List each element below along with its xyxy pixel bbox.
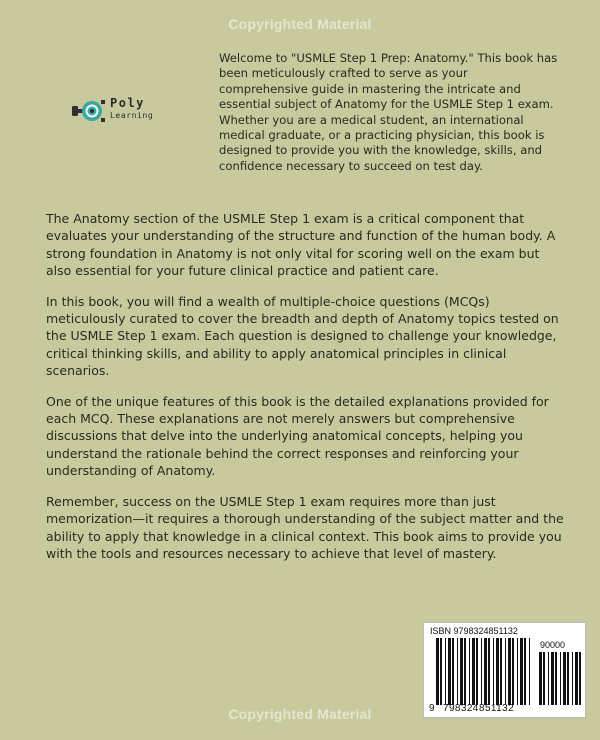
intro-paragraph: Welcome to "USMLE Step 1 Prep: Anatomy." This book has been meticulously crafted to serve as your comprehensive guide in mastering the intricate and essential subject of Anatomy for the USMLE Step 1 exam. Whether you are a medical student, an international medical graduate, or a practicing physician, this book is designed to provide you with the knowledge, skills, and confidence necessary to succeed on test day. <box>219 51 558 173</box>
barcode-digits-left: 798324 <box>443 703 479 714</box>
logo-subtitle: Learning <box>110 111 154 120</box>
logo-name: Poly <box>110 96 145 110</box>
publisher-logo <box>70 96 180 126</box>
barcode-digits-right: 851132 <box>479 703 515 714</box>
isbn-label: ISBN 9798324851132 <box>430 626 518 636</box>
copyright-watermark-top: Copyrighted Material <box>228 16 372 32</box>
isbn-barcode <box>423 622 586 718</box>
paragraph: In this book, you will find a wealth of multiple-choice questions (MCQs) meticulously curated to cover the breadth and depth of Anatomy topics tested on the USMLE Step 1 exam. Each question is designed to challenge your knowledge, critical thinking skills, and ability to apply anatomical principles in clinical scenarios. <box>46 293 559 379</box>
paragraph: Remember, success on the USMLE Step 1 exam requires more than just memorization—it requires a thorough understanding of the subject matter and the ability to apply that knowledge in a clinical context. This book aims to provide you with the tools and resources necessary to achieve that level of mastery. <box>46 493 564 561</box>
body-text <box>46 210 566 575</box>
paragraph: One of the unique features of this book is the detailed explanations provided for each MCQ. These explanations are not merely answers but comprehensive discussions that delve into the underlying anatomical concepts, helping you understand the rationale behind the correct responses and reinforcing your understanding of Anatomy. <box>46 393 549 479</box>
barcode-digit-first: 9 <box>429 703 435 714</box>
key-icon <box>70 96 110 126</box>
copyright-watermark-bottom: Copyrighted Material <box>228 706 372 722</box>
paragraph: The Anatomy section of the USMLE Step 1 exam is a critical component that evaluates your understanding of the structure and function of the human body. A strong foundation in Anatomy is not only vital for scoring well on the exam but also essential for your future clinical practice and patient care. <box>46 211 556 279</box>
price-code: 90000 <box>540 640 566 650</box>
